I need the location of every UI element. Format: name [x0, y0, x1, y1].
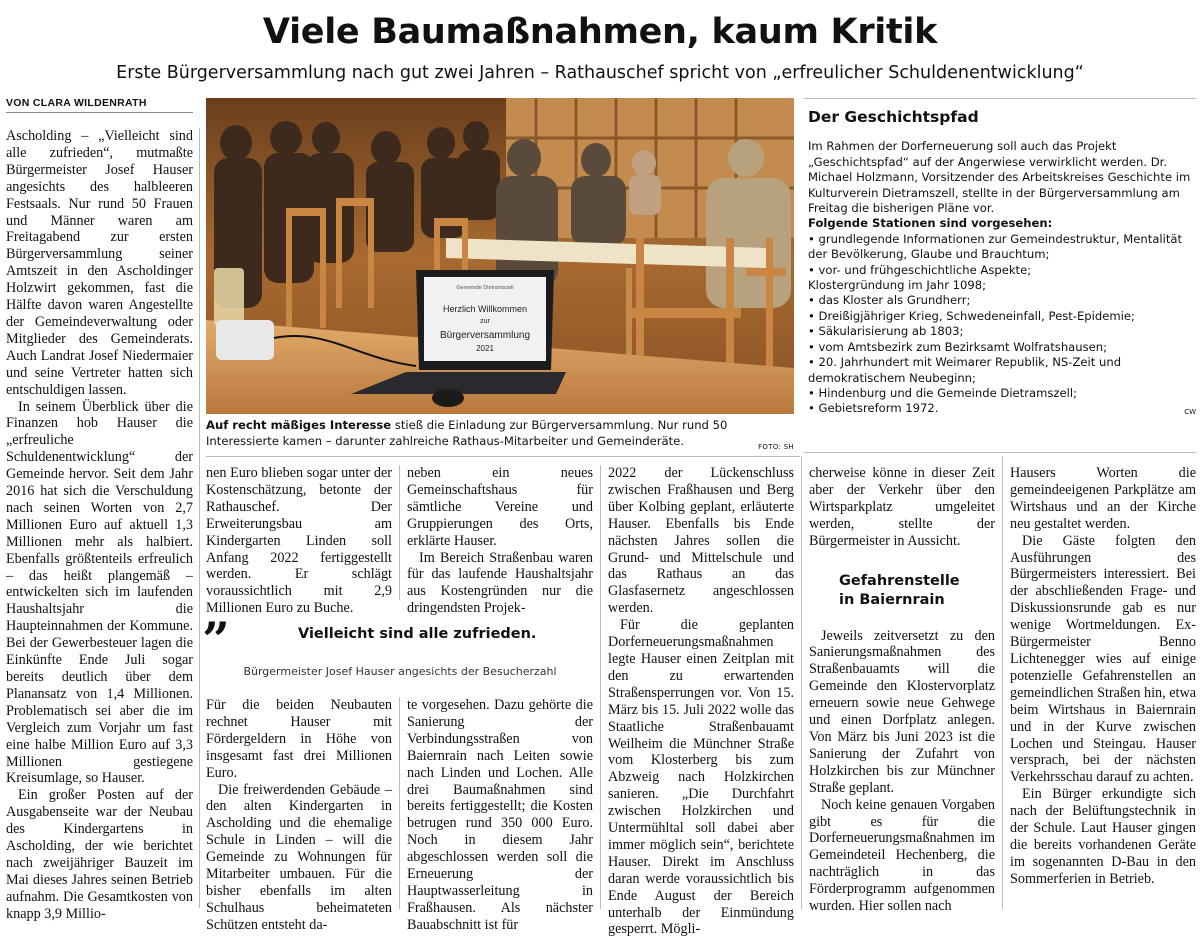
list-item: • vor- und frühgeschichtliche Aspekte;	[808, 262, 1032, 277]
column-1	[6, 128, 193, 923]
list-item: • Gebietsreform 1972.	[808, 401, 939, 416]
caption-text: stieß die Einladung zur Bürgerversammlung. Nur rund 50 Interessierte kamen – darunter zahlreiche Rathaus-Mitarbeiter und Gemeinderäte.	[206, 418, 728, 448]
quote-mark: „	[203, 585, 231, 641]
photo-caption	[206, 417, 794, 455]
column-divider	[801, 456, 802, 909]
box-intro: Im Rahmen der Dorferneuerung soll auch das Projekt „Geschichtspfad“ auf der Angerwiese verwirklicht werden. Dr. Michael Holzmann, Vorsitzender des Arbeitskreises Geschichte im Kulturverein Dietramszell, stellte in der Bürgerversammlung am Freitag die bisherigen Pläne vor.	[808, 139, 1191, 216]
paragraph: Jeweils zeitversetzt zu den Sanierungsmaßnahmen des Straßenbauamts will die Gemeinde den Klostervorplatz erneuern sowie neue Gehwege und einen Dorfplatz anlegen. Von März bis Juni 2023 ist die Sanierung der Zufahrt von Holzkirchen bis zur Münchner Straße geplant.	[809, 627, 995, 796]
section-divider	[206, 456, 800, 457]
caption-bold: Auf recht mäßiges Interesse	[206, 418, 392, 432]
column-divider	[1002, 456, 1003, 909]
list-item: • vom Amtsbezirk zum Bezirksamt Wolfratshausen;	[808, 339, 1108, 354]
column-2-bottom	[206, 697, 392, 934]
paragraph: neben ein neues Gemeinschaftshaus für sämtliche Vereine und Gruppierungen des Orts, erklärte Hauser.	[407, 465, 593, 549]
paragraph: Hausers Worten die gemeindeeigenen Parkplätze am Wirtshaus und an der Kirche neu gestaltet werden.	[1010, 465, 1196, 532]
box-divider	[804, 98, 1196, 99]
paragraph: te vorgesehen. Dazu gehörte die Sanierung der Verbindungsstraßen von Baiernrain nach Leiten sowie nach Linden und Lochen. Alle drei Baumaßnahmen sind bereits fertiggestellt; die Kosten betrugen rund 350 000 Euro. Noch in diesem Jahr abgeschlossen werden soll die Erneuerung der Hauptwasserleitung in Fraßhausen. Als nächster Bauabschnitt ist für	[407, 697, 593, 933]
list-item: Klostergründung im Jahr 1098;	[808, 278, 987, 293]
box-title: Der Geschichtspfad	[808, 108, 979, 126]
list-item: • Hindenburg und die Gemeinde Dietramszell;	[808, 385, 1077, 400]
paragraph: cherweise könne in dieser Zeit aber der Verkehr über den Wirtsparkplatz umgeleitet werden, stellte der Bürgermeister in Aussicht.	[809, 465, 995, 549]
list-item: • grundlegende Informationen zur Gemeindestruktur, Mentalität der Bevölkerung, Glaube und Brauchtum;	[808, 231, 1183, 262]
paragraph: Ein Bürger erkundigte sich nach der Belüftungstechnik in der Schule. Laut Hauser gingen die bereits vorhandenen Geräte im sogenannten D-Bau in den Sommerferien in Betrieb.	[1010, 786, 1196, 887]
quote-text: Vielleicht sind alle zufrieden.	[298, 626, 537, 642]
laptop-text: Bürgerversammlung	[439, 330, 531, 341]
laptop-text: zur	[480, 318, 490, 325]
list-item: • das Kloster als Grundherr;	[808, 293, 971, 308]
paragraph: Für die beiden Neubauten rechnet Hauser mit Fördergeldern in Höhe von insgesamt fast drei Millionen Euro.	[206, 697, 392, 781]
paragraph: Ein großer Posten auf der Ausgabenseite war der Neubau des Kindergartens in Ascholding, der wie berichtet nach zweijähriger Bauzeit im Mai dieses Jahres seinen Betrieb aufnahm. Die Gesamtkosten von knapp 3,9 Millio-	[6, 787, 193, 922]
paragraph: Die Gäste folgten den Ausführungen des Bürgermeisters interessiert. Bei der abschließenden Frage- und Diskussionsrunde gab es nur wenige Wortmeldungen. Ex-Bürgermeister Benno Lichtenegger wies auf einige potenzielle Gefahrenstellen an gemeindlichen Straßen hin, etwa beim Wirtshaus in Baiernrain und in der Kurve zwischen Lochen und Steingau. Hauser versprach, bei der nächsten Verkehrsschau darauf zu achten.	[1010, 532, 1196, 786]
column-6	[1010, 465, 1196, 888]
byline: VON CLARA WILDENRATH	[6, 97, 193, 113]
column-divider	[399, 697, 400, 909]
paragraph: In seinem Überblick über die Finanzen hob Hauser die „erfreuliche Schuldenentwicklung“ der Gemeinde hervor. Seit dem Jahr 2016 hat sich die Verschuldung nach seinen Worten von 2,7 Millionen Euro auf aktuell 1,3 Millionen mehr als halbiert. Ebenfalls größtenteils erfreulich – das heißt plangemäß – entwickelten sich im laufenden Haushaltsjahr die Haupteinnahmen der Kommune. Bei der Gewerbesteuer lagen die Einkünfte Ende Juli sogar bereits deutlich über dem Planansatz von 1,4 Millionen. Problematisch sei aber die im Vergleich zum Vorjahr um fast eine halbe Million Euro auf 3,3 Millionen gestiegene Kreisumlage, so Hauser.	[6, 398, 193, 787]
column-3-bottom	[407, 697, 593, 934]
headline: Viele Baumaßnahmen, kaum Kritik	[262, 12, 938, 52]
column-5	[809, 465, 995, 915]
paragraph: Im Bereich Straßenbau waren für das laufende Haushaltsjahr aus Kostengründen nur die dringendsten Projek-	[407, 549, 593, 617]
column-divider	[600, 465, 601, 909]
photo-credit: FOTO: SH	[758, 443, 794, 451]
quote-source: Bürgermeister Josef Hauser angesichts der Besucherzahl	[243, 665, 557, 678]
list-item: • 20. Jahrhundert mit Weimarer Republik, NS-Zeit und demokratischem Neubeginn;	[808, 355, 1122, 385]
column-divider	[399, 465, 400, 600]
laptop-text: 2021	[476, 344, 494, 353]
event-photo	[206, 98, 794, 414]
column-divider	[199, 128, 200, 908]
paragraph: Für die geplanten Dorferneuerungsmaßnahmen legte Hauser einen Zeitplan mit den zu erwartenden Straßensperrungen vor. Von 15. März bis 15. Juli 2022 wolle das Staatliche Straßenbauamt Weilheim die Münchner Straße vom Klosterberg bis zum Abzweig nach Holzkirchen sanieren. „Die Durchfahrt zwischen Holzkirchen und Untermühltal soll dabei aber immer möglich sein“, berichtete Hauser. Direkt im Anschluss daran werde voraussichtlich bis Ende August der Bereich unterhalb der Einmündung gesperrt. Mögli-	[608, 617, 794, 938]
subheadline: Erste Bürgerversammlung nach gut zwei Jahren – Rathauschef spricht von „erfreulicher Schuldenentwicklung“	[116, 63, 1084, 83]
box-divider	[804, 452, 1196, 453]
column-3-top	[407, 465, 593, 617]
column-2	[206, 465, 392, 617]
stations-list	[808, 232, 1196, 417]
list-item: • Dreißigjähriger Krieg, Schwedeneinfall, Pest-Epidemie;	[808, 308, 1135, 323]
paragraph: Die freiwerdenden Gebäude – den alten Kindergarten in Ascholding und die ehemalige Schule in Linden – will die Gemeinde zu Wohnungen für Mitarbeiter umbauen. Für die bisher ebenfalls im alten Schulhaus beheimateten Schützen entsteht da-	[206, 781, 392, 933]
paragraph: Ascholding – „Vielleicht sind alle zufrieden“, mutmaßte Bürgermeister Josef Hauser angesichts des halbleeren Festsaals. Nur rund 50 Frauen und Männer waren am Freitagabend zur ersten Bürgerversammlung seiner Amtszeit in den Ascholdinger Holzwirt gekommen, fast die Hälfte davon waren Angestellte der Gemeindeverwaltung oder Mitglieder des Gemeinderats. Auch Landrat Josef Niedermaier und seine Vertreter hatten sich entschuldigen lassen.	[6, 128, 193, 398]
paragraph: nen Euro blieben sogar unter der Kostenschätzung, betonte der Rathauschef. Der Erweiterungsbau am Kindergarten Linden soll Anfang 2022 fertiggestellt werden. Er schlägt voraussichtlich mit 2,9 Millionen Euro zu Buche.	[206, 465, 392, 617]
paragraph: 2022 der Lückenschluss zwischen Fraßhausen und Berg über Kolbing geplant, erläuterte Hauser. Ebenfalls bis Ende nächsten Jahres sollen die Grund- und Mittelschule und das Rathaus an das Glasfasernetz angeschlossen werden.	[608, 465, 794, 617]
paragraph: Noch keine genauen Vorgaben gibt es für die Dorferneuerungsmaßnahmen im Gemeindeteil Hechenberg, die nachträglich in das Förderprogramm aufgenommen wurden. Hier sollen nach	[809, 796, 995, 915]
info-box	[808, 110, 1196, 420]
laptop-text: Herzlich Willkommen	[442, 304, 528, 314]
author-sign: CW	[1184, 407, 1196, 416]
laptop-text: Gemeinde Dietramszell	[456, 285, 514, 291]
stations-label: Folgende Stationen sind vorgesehen:	[808, 216, 1053, 231]
column-4	[608, 465, 794, 938]
subheading: Gefahrenstelle in Baiernrain	[839, 572, 960, 608]
list-item: • Säkularisierung ab 1803;	[808, 324, 964, 339]
